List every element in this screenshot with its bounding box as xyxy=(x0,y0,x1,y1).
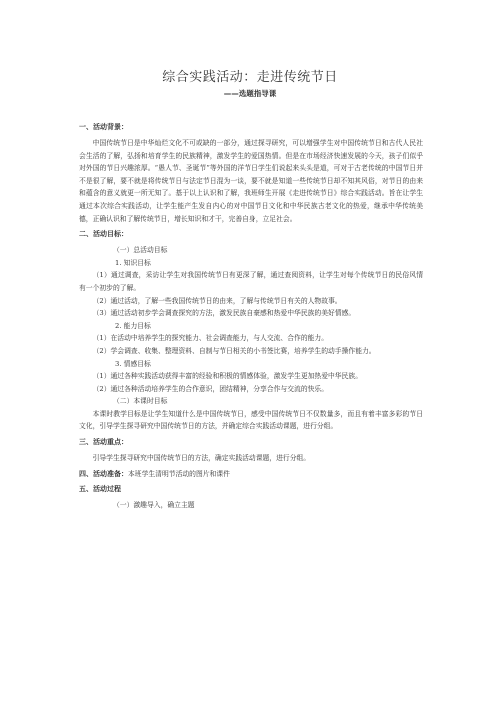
document-subtitle: ——选题指导课 xyxy=(223,89,277,98)
document-title: 综合实践活动：走进传统节日 xyxy=(162,70,338,85)
knowledge-goal-heading: 1. 知识目标 xyxy=(115,258,151,267)
preparation-heading-label: 四、活动准备： xyxy=(79,469,128,478)
class-goal-paragraph: 本课时教学目标是让学生知道什么是中国传统节日，感受中国传统节日不仅数量多，而且有着丰富多彩的节日文化，引导学生探寻研究中国传统节日的方法，并确定综合实践活动课题，进行分组。 xyxy=(79,409,423,431)
background-paragraph: 中国传统节日是中华灿烂文化不可或缺的一部分，通过探寻研究，可以增强学生对中国传统节日和古代人民社会生活的了解，弘扬和培育学生的民族精神，激发学生的爱国热情。但是在市场经济快速发展的今天，孩子们似乎对外国的节日兴趣浓厚。“愚人节、圣诞节”等外国的洋节日学生们说起来头头是道，可对于古老传统的中国节日并不是很了解，要不就是将传统节日与法定节日混为一谈，要不就是知道一些传统节日却不知其风俗，对节日的由来和蕴含的意义就更一所无知了。基于以上认识和了解，我班师生开展《走进传统节日》综合实践活动。旨在让学生通过本次综合实践活动，让学生能产生发自内心的对中国节日文化和中华民族古老文化的热爱，继承中华传统美德，正确认识和了解传统节日，增长知识和才干，完善自身，立足社会。 xyxy=(79,139,423,223)
section-heading-background: 一、活动背景： xyxy=(79,123,128,131)
document-body xyxy=(79,122,423,511)
emotion-goal-2: （2）通过各种活动培养学生的合作意识，团结精神，分享合作与交流的快乐。 xyxy=(92,384,329,393)
key-points-paragraph: 引导学生探寻研究中国传统节日的方法，确定实践活动课题，进行分组。 xyxy=(92,454,311,463)
section-heading-key-points: 三、活动重点： xyxy=(79,438,128,447)
knowledge-goal-2: （2）通过活动，了解一些我国传统节日的由来，了解与传统节日有关的人物故事。 xyxy=(92,296,342,305)
ability-goal-1: （1）在活动中培养学生的探究能力、社会调查能力，与人交流、合作的能力。 xyxy=(92,334,329,343)
knowledge-goal-1: （1）通过调查，采访让学生对我国传统节日有更深了解，通过查阅资料，让学生对每个传统节日的民俗风情有一个初步的了解。 xyxy=(79,271,423,292)
emotion-goal-1: （1）通过各种实践活动获得丰富的经验和积极的情感体验，激发学生更加热爱中华民族。 xyxy=(92,372,362,381)
section-heading-preparation xyxy=(79,469,423,480)
knowledge-goal-3: （3）通过活动初步学会调查探究的方法，激发民族自豪感和热爱中华民族的美好情感。 xyxy=(92,309,356,318)
preparation-text: 本班学生清明节活动的图片和课件 xyxy=(128,469,230,478)
section-heading-goals: 二、活动目标： xyxy=(79,230,128,239)
ability-goal-heading: 2. 能力目标 xyxy=(115,321,151,330)
goal-group-class: （二）本课时目标 xyxy=(113,397,168,406)
section-heading-process: 五、活动过程 xyxy=(79,484,121,493)
goal-group-total: （一）总活动目标 xyxy=(113,246,168,255)
emotion-goal-heading: 3. 情感目标 xyxy=(115,359,151,368)
process-step-1: （一）激趣导入，确立主题 xyxy=(113,500,195,509)
ability-goal-2: （2）学会调查、收集、整理资料、自制与节日相关的小书签比赛，培养学生的动手操作能力。 xyxy=(92,346,376,355)
